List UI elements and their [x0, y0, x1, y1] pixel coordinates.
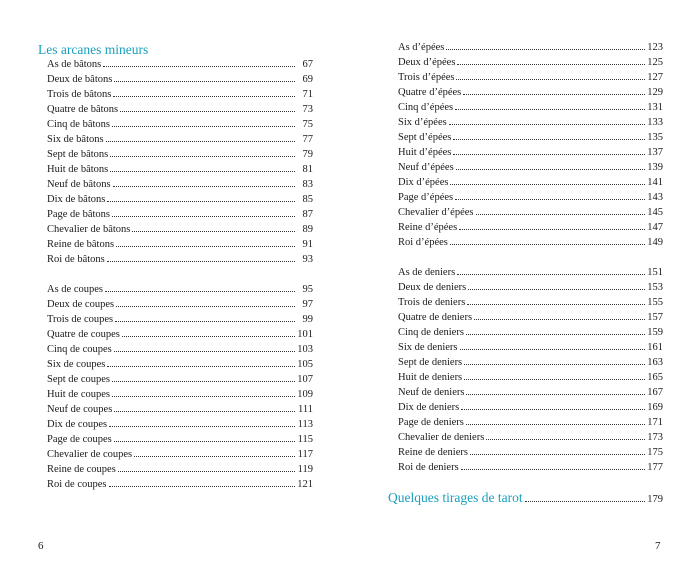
dot-leader: [464, 370, 645, 380]
page-ref: 107: [297, 374, 313, 385]
entry-title: Chevalier de coupes: [47, 449, 133, 460]
page-ref: 171: [647, 417, 663, 428]
group-gap: [398, 250, 663, 265]
dot-leader: [112, 117, 295, 127]
toc-entry[interactable]: [47, 297, 313, 312]
entry-title: Deux de bâtons: [47, 74, 113, 85]
toc-entry[interactable]: [398, 340, 663, 355]
dot-leader: [476, 205, 645, 215]
toc-entry[interactable]: [47, 192, 313, 207]
page-ref: 113: [297, 419, 313, 430]
page-ref: 169: [647, 402, 663, 413]
dot-leader: [455, 190, 645, 200]
section-title: Les arcanes mineurs: [38, 42, 149, 57]
entry-title: As de deniers: [398, 267, 456, 278]
page-ref: 155: [647, 297, 663, 308]
dot-leader: [461, 400, 645, 410]
dot-leader: [461, 460, 645, 470]
toc-entry[interactable]: [398, 325, 663, 340]
entry-title: Cinq de bâtons: [47, 119, 110, 130]
page-ref: 125: [647, 57, 663, 68]
toc-group-deniers: [398, 265, 663, 475]
dot-leader: [455, 100, 645, 110]
toc-entry[interactable]: [398, 295, 663, 310]
toc-entry[interactable]: [47, 402, 313, 417]
dot-leader: [466, 385, 645, 395]
page-ref: 135: [647, 132, 663, 143]
toc-group-epees: [398, 40, 663, 250]
page-ref: 77: [302, 134, 313, 145]
dot-leader: [106, 132, 295, 142]
entry-title: Chevalier de bâtons: [47, 224, 131, 235]
dot-leader: [457, 265, 645, 275]
dot-leader: [107, 252, 295, 262]
page-ref: 109: [297, 389, 313, 400]
page-ref: 163: [647, 357, 663, 368]
page-ref: 111: [298, 404, 313, 415]
toc-group-coupes: [47, 282, 313, 492]
entry-title: Dix de bâtons: [47, 194, 106, 205]
entry-title: Neuf de deniers: [398, 387, 465, 398]
toc-entry[interactable]: [398, 145, 663, 160]
dot-leader: [112, 387, 295, 397]
dot-leader: [112, 207, 295, 217]
entry-title: Cinq de coupes: [47, 344, 112, 355]
group-gap: [47, 267, 313, 282]
dot-leader: [459, 220, 645, 230]
dot-leader: [116, 237, 295, 247]
toc-entry[interactable]: [398, 460, 663, 475]
dot-leader: [107, 357, 295, 367]
toc-epees: [398, 40, 663, 250]
toc-entry[interactable]: [47, 327, 313, 342]
page-ref: 95: [302, 284, 313, 295]
page-ref: 79: [302, 149, 313, 160]
dot-leader: [449, 115, 645, 125]
entry-title: Reine de coupes: [47, 464, 116, 475]
page-ref: 119: [297, 464, 313, 475]
toc-entry[interactable]: [47, 357, 313, 372]
dot-leader: [109, 417, 295, 427]
page-ref: 83: [302, 179, 313, 190]
page-ref: 85: [302, 194, 313, 205]
entry-title: Cinq de deniers: [398, 327, 464, 338]
entry-title: As de bâtons: [47, 59, 102, 70]
entry-title: Deux d’épées: [398, 57, 456, 68]
page-ref: 167: [647, 387, 663, 398]
dot-leader: [467, 295, 645, 305]
toc-entry[interactable]: [47, 252, 313, 267]
dot-leader: [113, 177, 295, 187]
toc-entry[interactable]: [47, 162, 313, 177]
toc-entry[interactable]: [398, 55, 663, 70]
toc-entry[interactable]: [47, 222, 313, 237]
page-ref: 149: [647, 237, 663, 248]
toc-entry[interactable]: [47, 282, 313, 297]
entry-title: Trois d’épées: [398, 72, 455, 83]
entry-title: Reine de bâtons: [47, 239, 115, 250]
page-ref: 175: [647, 447, 663, 458]
entry-title: Page de coupes: [47, 434, 112, 445]
page-ref: 117: [297, 449, 313, 460]
toc-entry[interactable]: [398, 445, 663, 460]
dot-leader: [105, 282, 295, 292]
entry-title: Huit de coupes: [47, 389, 110, 400]
toc-entry[interactable]: [398, 430, 663, 445]
entry-title: Page de bâtons: [47, 209, 110, 220]
page-ref: 81: [302, 164, 313, 175]
entry-title: Six d’épées: [398, 117, 447, 128]
toc-entry[interactable]: [47, 372, 313, 387]
toc-entry[interactable]: [47, 477, 313, 492]
toc-entry[interactable]: [47, 147, 313, 162]
entry-title: Roi d’épées: [398, 237, 448, 248]
dot-leader: [486, 430, 645, 440]
entry-title: Neuf d’épées: [398, 162, 454, 173]
page-ref: 115: [297, 434, 313, 445]
entry-title: Cinq d’épées: [398, 102, 454, 113]
dot-leader: [474, 310, 645, 320]
dot-leader: [525, 491, 646, 502]
entry-title: Sept de deniers: [398, 357, 463, 368]
page-ref: 141: [647, 177, 663, 188]
entry-title: Roi de bâtons: [47, 254, 105, 265]
entry-title: Trois de bâtons: [47, 89, 112, 100]
toc-entry[interactable]: [398, 190, 663, 205]
page-ref: 121: [297, 479, 313, 490]
toc-list-right: [398, 40, 663, 475]
toc-entry[interactable]: [47, 462, 313, 477]
entry-title: Reine de deniers: [398, 447, 468, 458]
page-ref: 101: [297, 329, 313, 340]
page-ref: 89: [302, 224, 313, 235]
toc-entry[interactable]: [47, 102, 313, 117]
dot-leader: [114, 432, 295, 442]
dot-leader: [103, 57, 295, 67]
toc-entry[interactable]: [398, 400, 663, 415]
dot-leader: [122, 327, 295, 337]
entry-title: Huit de bâtons: [47, 164, 109, 175]
dot-leader: [114, 402, 295, 412]
entry-title: Neuf de bâtons: [47, 179, 111, 190]
toc-entry[interactable]: [398, 175, 663, 190]
toc-entry[interactable]: [398, 130, 663, 145]
closing-title: Quelques tirages de tarot: [388, 490, 523, 505]
page-ref: 179: [647, 494, 663, 505]
entry-title: As d’épées: [398, 42, 445, 53]
entry-title: Dix de deniers: [398, 402, 460, 413]
entry-title: Six de bâtons: [47, 134, 104, 145]
dot-leader: [114, 342, 295, 352]
entry-title: Sept de coupes: [47, 374, 110, 385]
dot-leader: [114, 72, 295, 82]
page-ref: 75: [302, 119, 313, 130]
entry-title: Page de deniers: [398, 417, 464, 428]
entry-title: Quatre de bâtons: [47, 104, 119, 115]
dot-leader: [468, 280, 645, 290]
page-ref: 139: [647, 162, 663, 173]
toc-entry[interactable]: [47, 57, 313, 72]
toc-entry[interactable]: [398, 40, 663, 55]
toc-list-left: [47, 57, 313, 492]
dot-leader: [113, 87, 295, 97]
toc-entry[interactable]: [398, 160, 663, 175]
toc-entry[interactable]: [47, 312, 313, 327]
page-ref: 97: [302, 299, 313, 310]
entry-title: Sept d’épées: [398, 132, 452, 143]
dot-leader: [110, 162, 295, 172]
page-ref: 143: [647, 192, 663, 203]
toc-batons: [47, 57, 313, 267]
toc-entry[interactable]: [398, 370, 663, 385]
toc-entry[interactable]: [47, 417, 313, 432]
dot-leader: [450, 235, 645, 245]
dot-leader: [118, 462, 295, 472]
page-ref: 137: [647, 147, 663, 158]
page-ref: 91: [302, 239, 313, 250]
toc-entry[interactable]: [47, 177, 313, 192]
entry-title: Six de deniers: [398, 342, 458, 353]
page-ref: 151: [647, 267, 663, 278]
entry-title: Trois de deniers: [398, 297, 466, 308]
toc-entry[interactable]: [398, 205, 663, 220]
toc-entry[interactable]: [398, 265, 663, 280]
page-ref: 145: [647, 207, 663, 218]
toc-coupes: [47, 282, 313, 492]
dot-leader: [463, 85, 645, 95]
dot-leader: [456, 160, 645, 170]
toc-entry[interactable]: [47, 237, 313, 252]
entry-title: Deux de coupes: [47, 299, 115, 310]
entry-title: Roi de deniers: [398, 462, 459, 473]
page-ref: 165: [647, 372, 663, 383]
dot-leader: [116, 297, 295, 307]
toc-entry[interactable]: [398, 385, 663, 400]
toc-entry[interactable]: [398, 355, 663, 370]
entry-title: Quatre de coupes: [47, 329, 120, 340]
entry-title: Page d’épées: [398, 192, 454, 203]
entry-title: As de coupes: [47, 284, 103, 295]
toc-entry[interactable]: [398, 310, 663, 325]
entry-title: Six de coupes: [47, 359, 106, 370]
entry-title: Reine d’épées: [398, 222, 458, 233]
toc-entry[interactable]: [47, 132, 313, 147]
page-number-right: 7: [655, 540, 661, 552]
page-ref: 161: [647, 342, 663, 353]
toc-entry[interactable]: [47, 387, 313, 402]
dot-leader: [457, 55, 645, 65]
entry-title: Quatre d’épées: [398, 87, 462, 98]
dot-leader: [470, 445, 645, 455]
dot-leader: [110, 147, 295, 157]
dot-leader: [134, 447, 295, 457]
toc-entry[interactable]: [398, 280, 663, 295]
page-ref: 129: [647, 87, 663, 98]
page-ref: 69: [302, 74, 313, 85]
toc-entry[interactable]: [398, 220, 663, 235]
entry-title: Neuf de coupes: [47, 404, 113, 415]
entry-title: Quatre de deniers: [398, 312, 473, 323]
entry-title: Chevalier de deniers: [398, 432, 485, 443]
dot-leader: [453, 130, 645, 140]
page-ref: 127: [647, 72, 663, 83]
page-ref: 99: [302, 314, 313, 325]
page-ref: 123: [647, 42, 663, 53]
dot-leader: [446, 40, 645, 50]
entry-title: Chevalier d’épées: [398, 207, 474, 218]
dot-leader: [132, 222, 295, 232]
toc-entry[interactable]: [47, 207, 313, 222]
dot-leader: [453, 145, 645, 155]
page-ref: 105: [297, 359, 313, 370]
right-page: [350, 0, 700, 566]
entry-title: Dix d’épées: [398, 177, 449, 188]
entry-title: Roi de coupes: [47, 479, 107, 490]
toc-entry[interactable]: [398, 115, 663, 130]
page-ref: 153: [647, 282, 663, 293]
entry-title: Huit de deniers: [398, 372, 463, 383]
dot-leader: [466, 415, 645, 425]
page-ref: 131: [647, 102, 663, 113]
page-ref: 177: [647, 462, 663, 473]
toc-entry[interactable]: [398, 235, 663, 250]
toc-entry[interactable]: [47, 432, 313, 447]
toc-group-batons: [47, 57, 313, 267]
entry-title: Trois de coupes: [47, 314, 114, 325]
toc-entry[interactable]: [398, 415, 663, 430]
dot-leader: [120, 102, 295, 112]
dot-leader: [460, 340, 646, 350]
dot-leader: [107, 192, 295, 202]
toc-entry[interactable]: [47, 342, 313, 357]
dot-leader: [464, 355, 645, 365]
dot-leader: [466, 325, 645, 335]
entry-title: Huit d’épées: [398, 147, 452, 158]
entry-title: Sept de bâtons: [47, 149, 109, 160]
dot-leader: [450, 175, 645, 185]
dot-leader: [456, 70, 645, 80]
toc-entry[interactable]: [398, 100, 663, 115]
page-ref: 133: [647, 117, 663, 128]
page-ref: 173: [647, 432, 663, 443]
toc-entry-tirages[interactable]: [388, 490, 663, 506]
page-ref: 157: [647, 312, 663, 323]
page-ref: 147: [647, 222, 663, 233]
toc-entry[interactable]: [398, 70, 663, 85]
toc-entry[interactable]: [47, 72, 313, 87]
toc-entry[interactable]: [47, 447, 313, 462]
toc-entry[interactable]: [47, 117, 313, 132]
page-ref: 71: [302, 89, 313, 100]
page-ref: 103: [297, 344, 313, 355]
entry-title: Deux de deniers: [398, 282, 467, 293]
dot-leader: [115, 312, 295, 322]
page-ref: 159: [647, 327, 663, 338]
dot-leader: [109, 477, 296, 487]
page-ref: 87: [302, 209, 313, 220]
toc-entry[interactable]: [398, 85, 663, 100]
page-number-left: 6: [38, 540, 44, 552]
page-ref: 73: [302, 104, 313, 115]
page-ref: 93: [302, 254, 313, 265]
page-ref: 67: [302, 59, 313, 70]
toc-entry[interactable]: [47, 87, 313, 102]
toc-deniers: [398, 265, 663, 475]
dot-leader: [112, 372, 295, 382]
entry-title: Dix de coupes: [47, 419, 108, 430]
